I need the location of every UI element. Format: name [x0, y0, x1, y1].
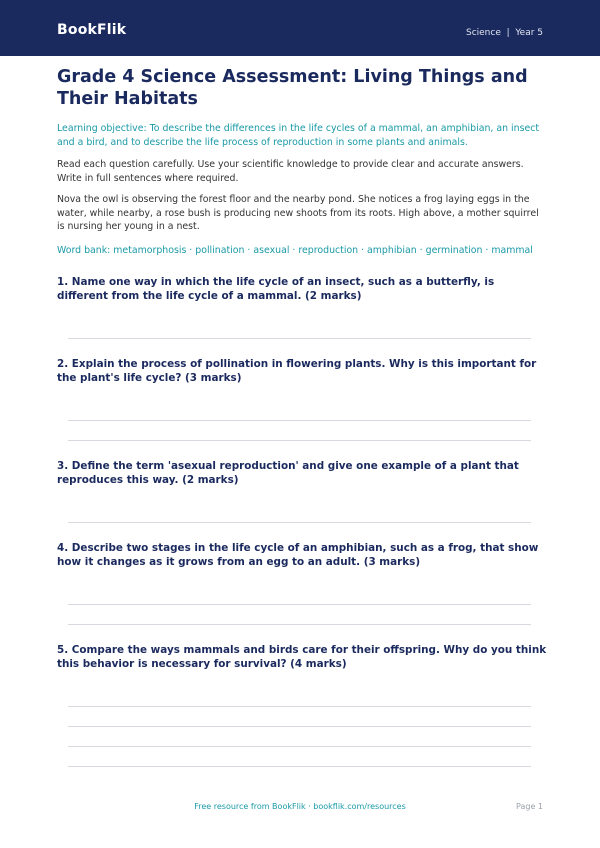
answer-line[interactable]	[68, 766, 531, 767]
learning-objective: Learning objective: To describe the differences in the life cycles of a mammal, an amphibian, an insect and a bird, and to describe the life process of reproduction in some plants and animals.	[57, 123, 540, 148]
word-bank: Word bank: metamorphosis · pollination · asexual · reproduction · amphibian · germination · mammal	[57, 245, 533, 256]
answer-line[interactable]	[68, 706, 531, 707]
answer-line[interactable]	[68, 522, 531, 523]
question-5: 5. Compare the ways mammals and birds care for their offspring. Why do you think this behavior is necessary for survival? (4 marks)	[57, 644, 547, 670]
page-number: Page 1	[516, 802, 543, 811]
page-title: Grade 4 Science Assessment: Living Things and Their Habitats	[57, 67, 528, 109]
page-header	[0, 0, 600, 56]
answer-line[interactable]	[68, 624, 531, 625]
question-1: 1. Name one way in which the life cycle of an insect, such as a butterfly, is different from the life cycle of a mammal. (2 marks)	[57, 276, 495, 302]
question-3: 3. Define the term 'asexual reproduction' and give one example of a plant that reproduces this way. (2 marks)	[57, 460, 519, 486]
scenario-text: Nova the owl is observing the forest floor and the nearby pond. She notices a frog laying eggs in the water, while nearby, a rose bush is producing new shoots from its roots. High above, a mother squirrel is nursing her young in a nest.	[57, 194, 539, 232]
answer-line[interactable]	[68, 726, 531, 727]
answer-line[interactable]	[68, 746, 531, 747]
instructions: Read each question carefully. Use your scientific knowledge to provide clear and accurate answers. Write in full sentences where required.	[57, 159, 524, 184]
answer-line[interactable]	[68, 338, 531, 339]
question-4: 4. Describe two stages in the life cycle of an amphibian, such as a frog, that show how it changes as it grows from an egg to an adult. (3 marks)	[57, 542, 539, 568]
question-2: 2. Explain the process of pollination in flowering plants. Why is this important for the plant's life cycle? (3 marks)	[57, 358, 537, 384]
answer-line[interactable]	[68, 440, 531, 441]
answer-line[interactable]	[68, 420, 531, 421]
answer-line[interactable]	[68, 604, 531, 605]
footer-resource-link[interactable]: Free resource from BookFlik · bookflik.com/resources	[194, 802, 406, 811]
brand-logo: BookFlik	[57, 22, 127, 38]
subject-year-label: Science | Year 5	[465, 28, 543, 38]
